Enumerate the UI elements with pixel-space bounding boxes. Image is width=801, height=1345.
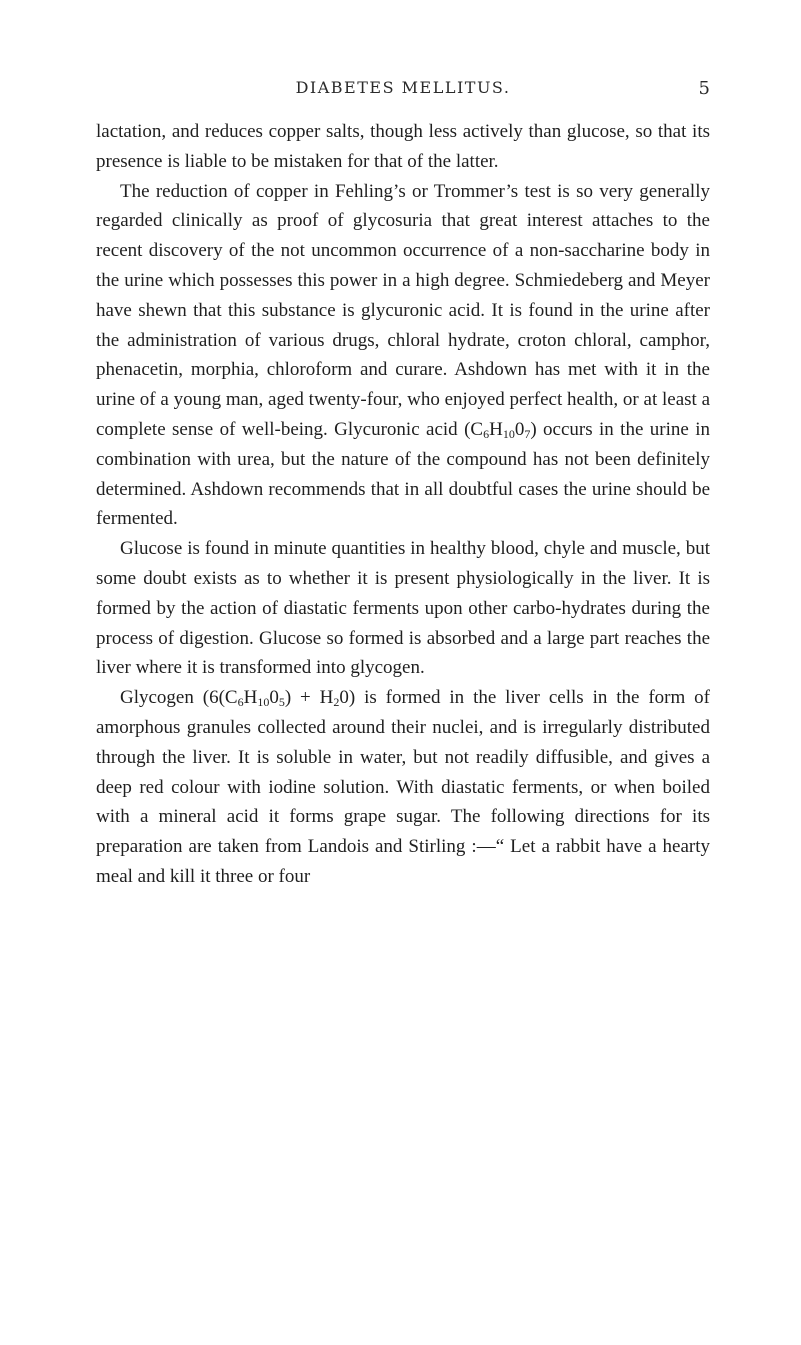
text-run: Glucose is found in minute quantities in healthy blood, chyle and muscle, but some doubt exists as to whether it is present physiologically in the liver. It is formed by the action of diastatic ferments upon other carbo-hydrates during the process of digestion. Glucose so formed is absorbed and a large part reaches the liver where it is transformed into glycogen. xyxy=(96,538,710,679)
formula-subscript: 10 xyxy=(502,426,515,441)
formula-subscript: 5 xyxy=(278,695,285,710)
paragraph-3 xyxy=(96,534,710,683)
formula-subscript: 10 xyxy=(257,695,270,710)
text-run: 0) is formed in the liver cells in the form of amorphous granules collected around their nuclei, and is irregularly distributed through the liver. It is soluble in water, but not readily diffusible, and gives a deep red colour with iodine solution. With diastatic ferments, or when boiled with a mineral acid it forms grape sugar. The following directions for its preparation are taken from Landois and Stirling :—“ Let a rabbit have a hearty meal and kill it three or four xyxy=(96,687,711,887)
text-run: The reduction of copper in Fehling’s or Trommer’s test is so very generally regarded clinically as proof of glycosuria that great interest attaches to the recent discovery of the not uncommon occurrence of a non-saccharine body in the urine which possesses this power in a high degree. Schmiedeberg and Meyer have shewn that this substance is glycuronic acid. It is found in the urine after the administration of various drugs, chloral hydrate, croton chloral, camphor, phenacetin, morphia, chloroform and curare. Ashdown has met with it in the urine of a young man, aged twenty-four, who enjoyed perfect health, or at least a complete sense of well-being. Glycuronic acid (C xyxy=(96,180,710,440)
formula-subscript: 2 xyxy=(333,695,340,710)
body-text xyxy=(96,117,710,892)
text-run: ) + H xyxy=(284,687,334,709)
text-run: H xyxy=(243,687,258,709)
running-title: DIABETES MELLITUS. xyxy=(295,78,511,97)
formula-subscript: 7 xyxy=(524,426,531,441)
formula-subscript: 6 xyxy=(237,695,244,710)
text-run: Glycogen (6(C xyxy=(120,687,238,709)
text-run: 0 xyxy=(269,687,279,709)
paragraph-4 xyxy=(96,683,710,892)
text-run: H xyxy=(489,418,503,440)
page-number: 5 xyxy=(698,78,710,99)
text-run: 0 xyxy=(514,418,525,440)
text-run: ) occurs in the urine in combination with urea, but the nature of the compound has not been definitely determined. Ashdown recommends that in all doubtful cases the urine should be fermented. xyxy=(96,418,710,530)
running-head xyxy=(96,78,710,100)
paragraph-1 xyxy=(96,117,710,177)
text-run: lactation, and reduces copper salts, though less actively than glucose, so that its presence is liable to be mistaken for that of the latter. xyxy=(96,121,710,172)
formula-subscript: 6 xyxy=(483,426,490,441)
paragraph-2 xyxy=(96,177,710,535)
